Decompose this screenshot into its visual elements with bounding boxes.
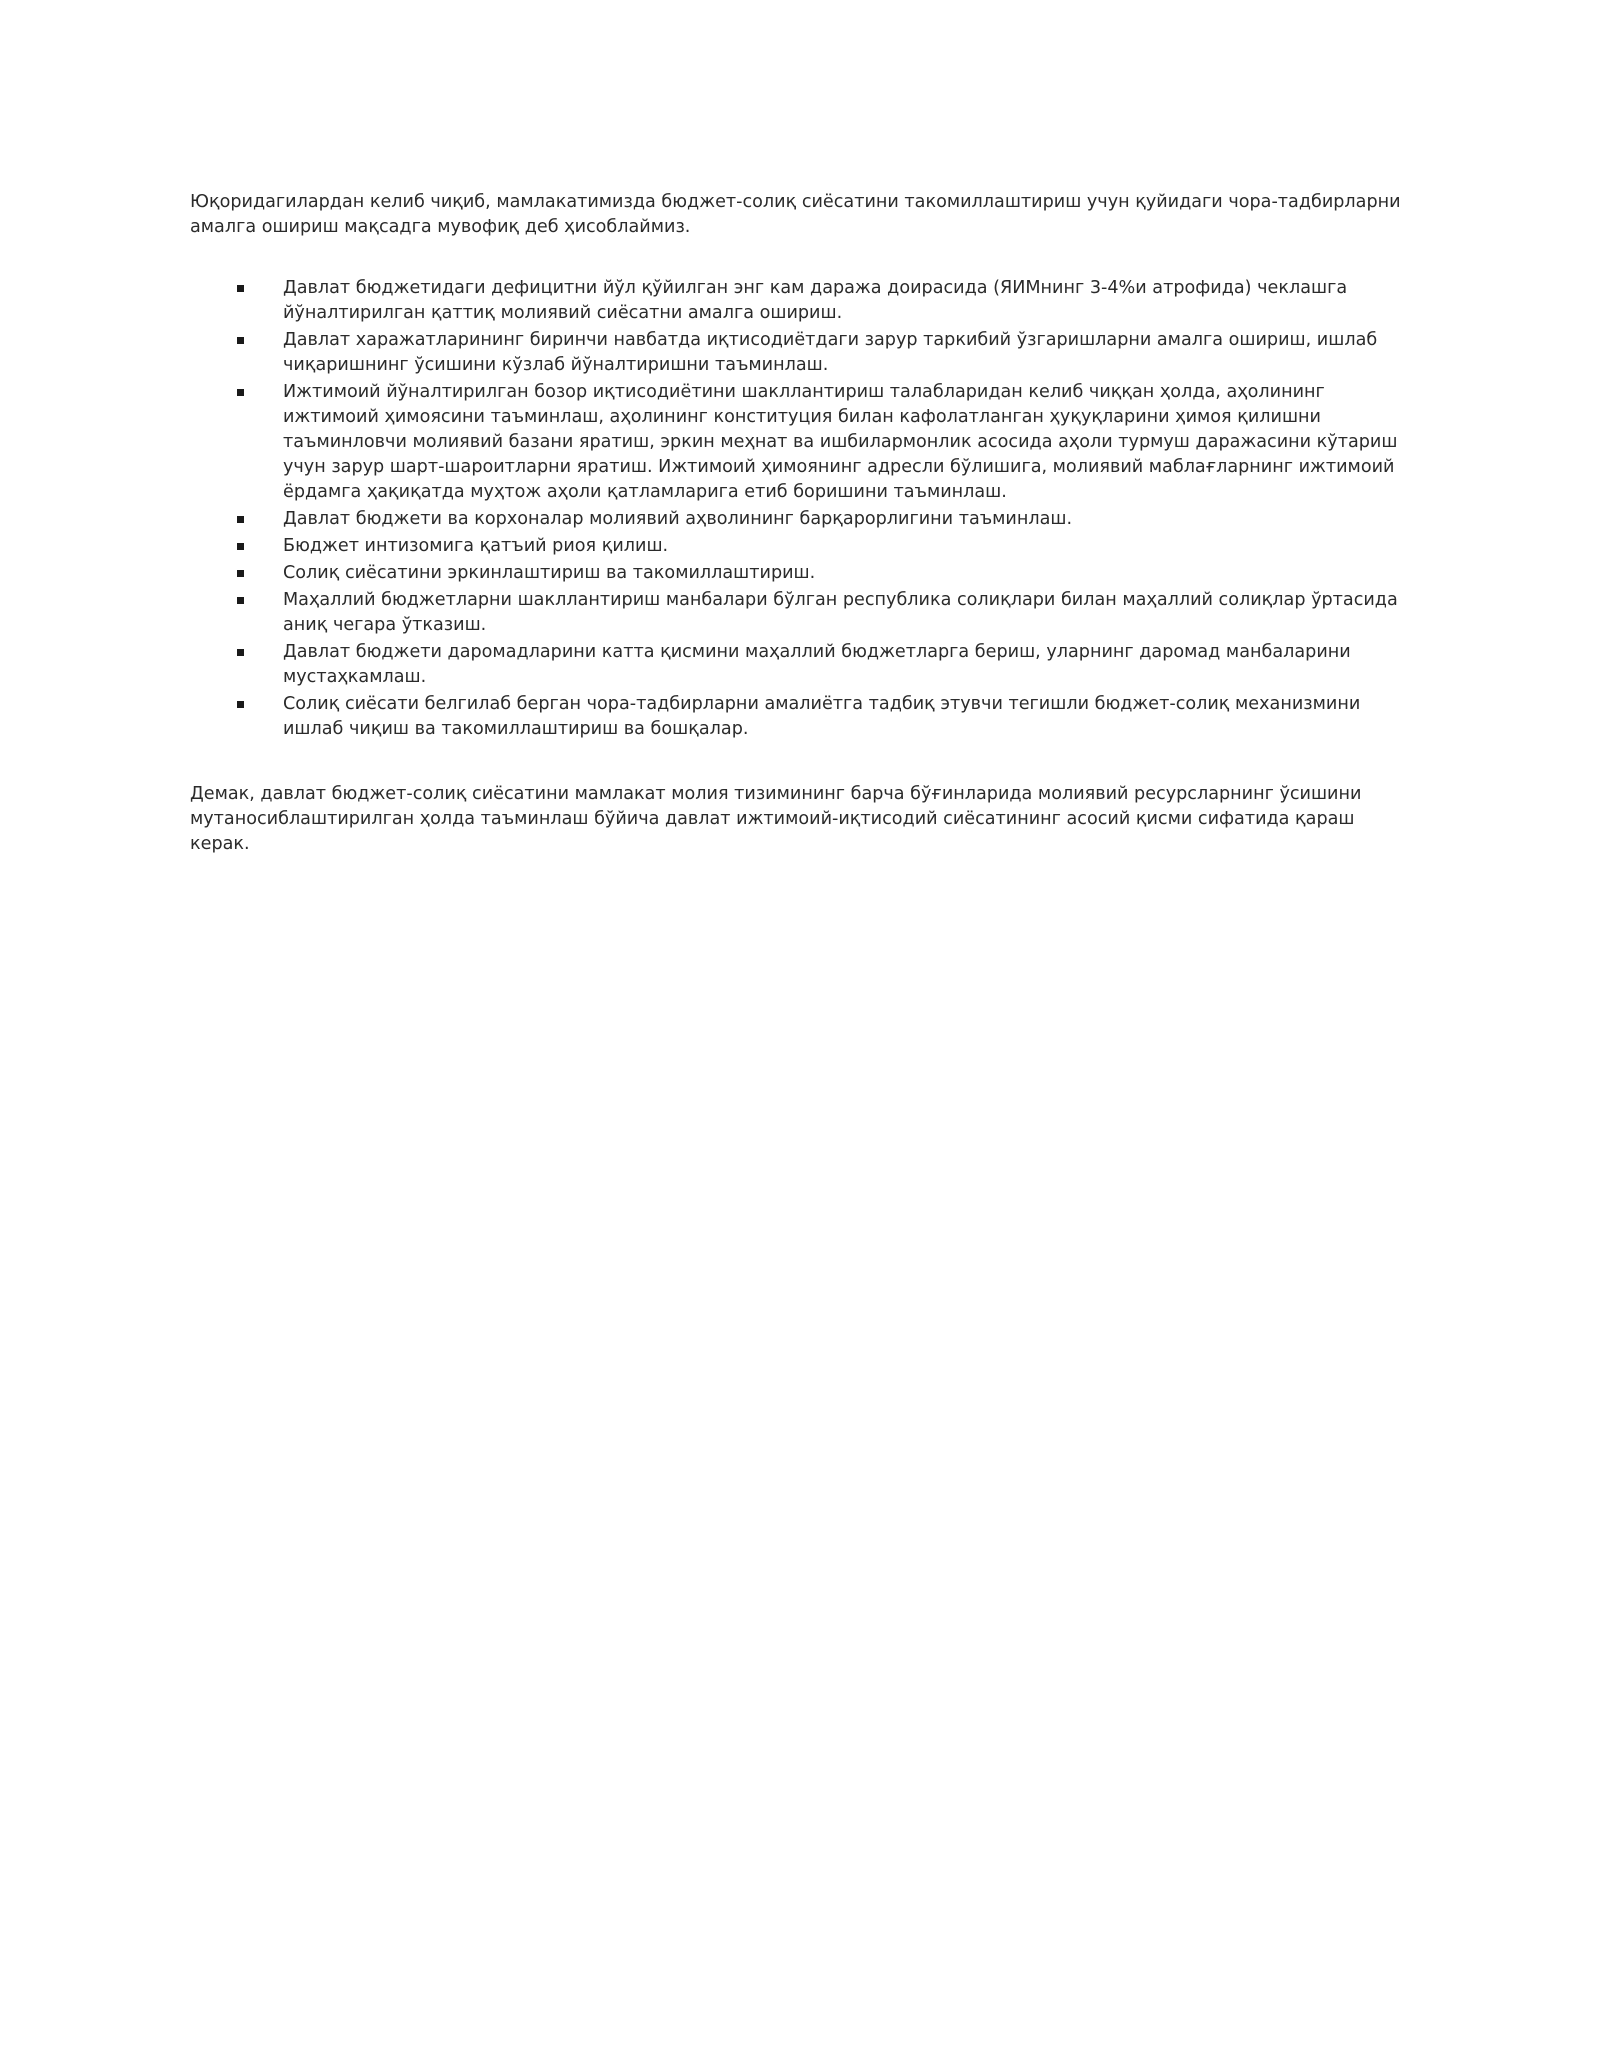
list-item <box>190 561 1415 586</box>
square-bullet-icon <box>237 597 244 604</box>
list-item-text: Давлат бюджетидаги дефицитни йўл қўйилган энг кам даража доирасида (ЯИМнинг 3-4%и атрофида) чеклашга йўналтирилган қаттиқ молиявий сиёсатни амалга ошириш. <box>283 278 1348 323</box>
list-item-text: Давлат бюджети ва корхоналар молиявий аҳволининг барқарорлигини таъминлаш. <box>283 509 1073 529</box>
list-item <box>190 534 1415 559</box>
conclusion-paragraph: Демак, давлат бюджет-солиқ сиёсатини мамлакат молия тизимининг барча бўғинларида молиявий ресурсларнинг ўсишини мутаносиблаштирилган ҳолда таъминлаш бўйича давлат ижтимоий-иқтисодий сиёсатининг асосий қисми сифатида қараш керак. <box>190 784 1362 854</box>
document-content <box>190 190 1415 857</box>
list-item-text: Давлат харажатларининг биринчи навбатда иқтисодиётдаги зарур таркибий ўзгаришларни амалга ошириш, ишлаб чиқаришнинг ўсишини кўзлаб йўналтиришни таъминлаш. <box>283 330 1378 375</box>
square-bullet-icon <box>237 543 244 550</box>
list-item-text: Бюджет интизомига қатъий риоя қилиш. <box>283 536 669 556</box>
list-item <box>190 328 1415 378</box>
square-bullet-icon <box>237 649 244 656</box>
square-bullet-icon <box>237 516 244 523</box>
square-bullet-icon <box>237 285 244 292</box>
list-item-text: Ижтимоий йўналтирилган бозор иқтисодиётини шакллантириш талабларидан келиб чиққан ҳолда, аҳолининг ижтимоий ҳимоясини таъминлаш, аҳолининг конституция билан кафолатланган ҳуқуқларини ҳимоя қилишни таъминловчи молиявий базани яратиш, эркин меҳнат ва ишбилармонлик асосида аҳоли турмуш даражасини кўтариш учун зарур шарт-шароитларни яратиш. Ижтимоий ҳимоянинг адресли бўлишига, молиявий маблағларнинг ижтимоий ёрдамга ҳақиқатда муҳтож аҳоли қатламларига етиб боришини таъминлаш. <box>283 382 1398 502</box>
measures-list <box>190 276 1415 742</box>
list-item <box>190 507 1415 532</box>
list-item-text: Маҳаллий бюджетларни шакллантириш манбалари бўлган республика солиқлари билан маҳаллий солиқлар ўртасида аниқ чегара ўтказиш. <box>283 590 1398 635</box>
list-item-text: Солиқ сиёсати белгилаб берган чора-тадбирларни амалиётга тадбиқ этувчи тегишли бюджет-солиқ механизмини ишлаб чиқиш ва такомиллаштириш ва бошқалар. <box>283 694 1361 739</box>
intro-paragraph: Юқоридагилардан келиб чиқиб, мамлакатимизда бюджет-солиқ сиёсатини такомиллаштириш учун қуйидаги чора-тадбирларни амалга ошириш мақсадга мувофиқ деб ҳисоблаймиз. <box>190 192 1401 237</box>
square-bullet-icon <box>237 570 244 577</box>
list-item-text: Давлат бюджети даромадларини катта қисмини маҳаллий бюджетларга бериш, уларнинг даромад манбаларини мустаҳкамлаш. <box>283 642 1351 687</box>
list-item <box>190 692 1415 742</box>
list-item <box>190 380 1415 505</box>
list-item-text: Солиқ сиёсатини эркинлаштириш ва такомиллаштириш. <box>283 563 816 583</box>
square-bullet-icon <box>237 701 244 708</box>
list-item <box>190 588 1415 638</box>
list-item <box>190 640 1415 690</box>
square-bullet-icon <box>237 389 244 396</box>
square-bullet-icon <box>237 337 244 344</box>
list-item <box>190 276 1415 326</box>
